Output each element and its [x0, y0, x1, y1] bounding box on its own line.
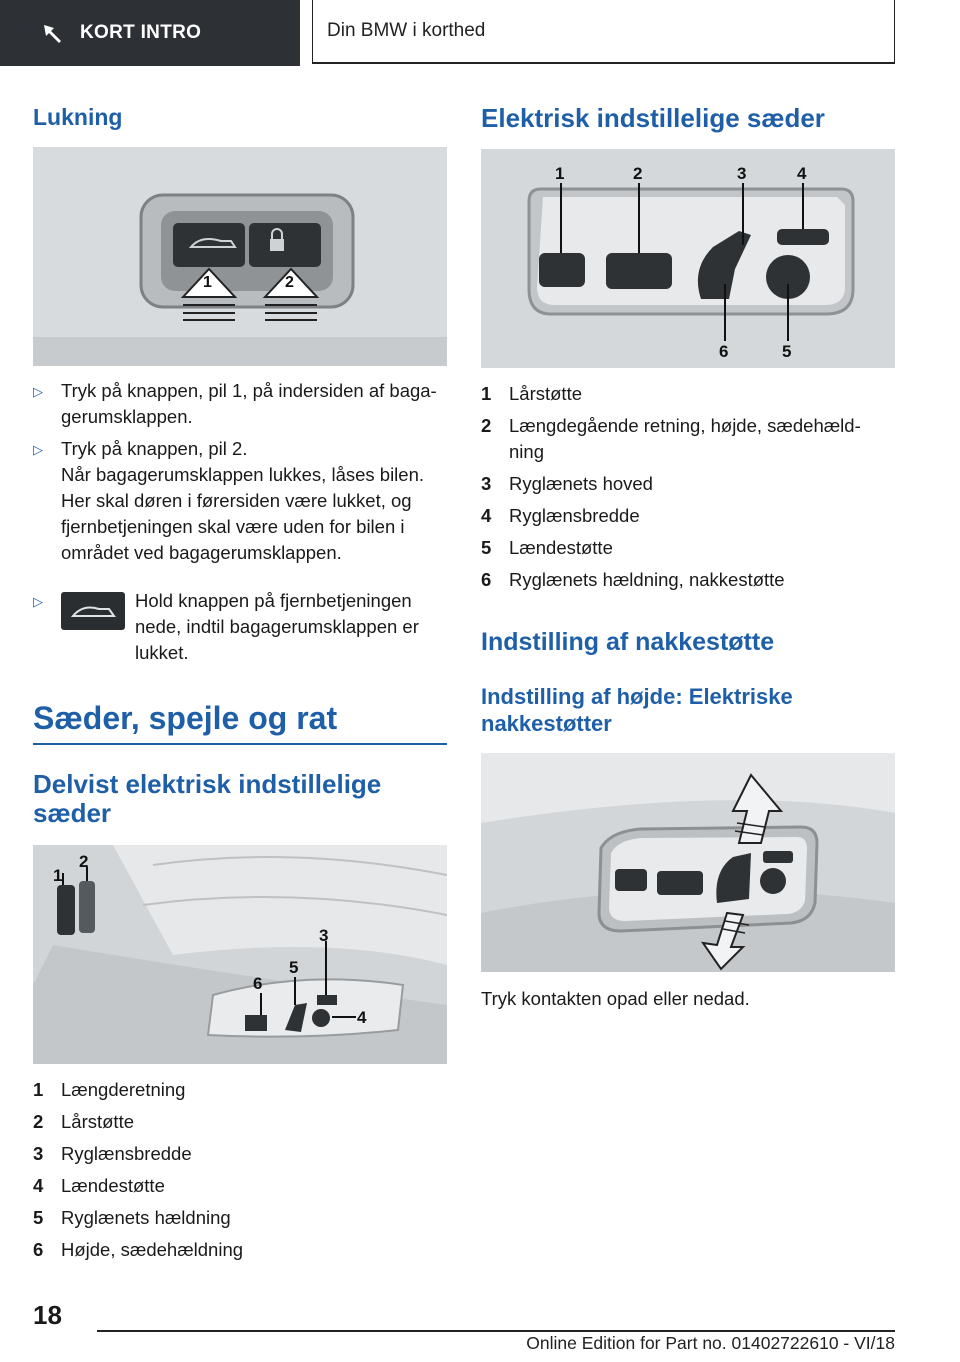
- item-number: 4: [481, 505, 492, 526]
- item-text: Ryglænets hældning, nakkestøtte: [509, 569, 785, 590]
- figure-label-2: 2: [633, 164, 643, 183]
- figure-label-4: 4: [357, 1008, 367, 1027]
- triangle-bullet-icon: ▷: [33, 594, 43, 609]
- item-number: 1: [33, 1079, 44, 1100]
- page-header-title: [312, 0, 895, 64]
- headrest-caption: Tryk kontakten opad eller nedad.: [481, 988, 750, 1009]
- heading-lukning: Lukning: [33, 104, 123, 130]
- chapter-tab-label: KORT INTRO: [80, 22, 202, 43]
- section-rule: [33, 743, 447, 745]
- remote-key-icon: [61, 592, 125, 630]
- item-text: Ryglænsbredde: [509, 505, 640, 526]
- figure-seat-electric: [481, 149, 895, 368]
- figure-label-1: 1: [203, 274, 212, 291]
- bullet-text: Tryk på knappen, pil 1, på indersiden af baga-gerumsklappen.: [61, 380, 437, 427]
- trunk-buttons-illustration: [33, 147, 447, 366]
- delvist-legend-list: [33, 1077, 447, 1267]
- figure-headrest: [481, 753, 895, 972]
- triangle-bullet-icon: ▷: [33, 442, 43, 457]
- item-number: 6: [33, 1239, 44, 1260]
- item-text: Lændestøtte: [61, 1175, 165, 1196]
- item-number: 4: [33, 1175, 44, 1196]
- back-arrow-icon: [40, 20, 66, 46]
- item-number: 5: [33, 1207, 44, 1228]
- figure-label-6: 6: [253, 974, 263, 993]
- edition-text: Online Edition for Part no. 01402722610 - VI/18: [526, 1333, 895, 1353]
- item-number: 3: [33, 1143, 44, 1164]
- figure-label-5: 5: [289, 958, 299, 977]
- figure-label-1: 1: [53, 866, 63, 885]
- item-number: 1: [481, 383, 492, 404]
- item-text: Ryglænsbredde: [61, 1143, 192, 1164]
- footer-rule: [97, 1330, 895, 1332]
- figure-seat-partial: [33, 845, 447, 1064]
- bullet-text-remote: Hold knappen på fjernbetjeningen nede, indtil bagagerumsklappen er lukket.: [135, 590, 419, 663]
- item-text: Ryglænets hældning: [61, 1207, 231, 1228]
- list-item: [33, 378, 447, 430]
- figure-label-6: 6: [719, 342, 729, 361]
- figure-label-3: 3: [319, 926, 329, 945]
- bullet-text: Tryk på knappen, pil 2.: [61, 438, 248, 459]
- list-item: [33, 588, 447, 668]
- seat-partial-illustration: [33, 845, 447, 1064]
- figure-trunk-buttons: [33, 147, 447, 366]
- item-number: 2: [481, 415, 492, 436]
- list-item: [33, 436, 447, 462]
- figure-label-3: 3: [737, 164, 747, 183]
- chapter-tab[interactable]: [0, 0, 300, 66]
- heading-nakkestotte: Indstilling af nakkestøtte: [481, 628, 775, 656]
- item-text: Højde, sædehældning: [61, 1239, 244, 1260]
- item-text: Lårstøtte: [61, 1111, 134, 1132]
- heading-elektrisk: Elektrisk indstillelige sæder: [481, 103, 825, 133]
- item-text: Ryglænets hoved: [509, 473, 653, 494]
- figure-label-2: 2: [79, 852, 89, 871]
- headrest-illustration: [481, 753, 895, 972]
- header-title-text: Din BMW i korthed: [327, 20, 486, 41]
- item-number: 3: [481, 473, 492, 494]
- item-text: Lændestøtte: [509, 537, 613, 558]
- item-number: 5: [481, 537, 492, 558]
- lukning-instructions: [33, 378, 447, 668]
- page-number: 18: [33, 1300, 62, 1330]
- subheading-hojde: Indstilling af højde: Elektriske nakkestøtter: [481, 684, 793, 736]
- item-text: Lårstøtte: [509, 383, 582, 404]
- item-text: Længdegående retning, højde, sædehæld-ning: [509, 415, 861, 462]
- item-number: 6: [481, 569, 492, 590]
- triangle-bullet-icon: ▷: [33, 384, 43, 399]
- figure-label-4: 4: [797, 164, 807, 183]
- item-text: Længderetning: [61, 1079, 186, 1100]
- item-number: 2: [33, 1111, 44, 1132]
- heading-delvist: Delvist elektrisk indstillelige sæder: [33, 769, 382, 829]
- figure-label-1: 1: [555, 164, 565, 183]
- elektrisk-legend-list: [481, 381, 895, 591]
- bullet-note: Når bagagerumsklappen lukkes, låses bilen. Her skal døren i førersiden være lukket, og fjernbetjeningen skal være uden for bilen i området ved bagagerumsklappen.: [61, 464, 425, 563]
- section-heading: Sæder, spejle og rat: [33, 700, 338, 736]
- figure-label-2: 2: [285, 274, 294, 291]
- figure-label-5: 5: [782, 342, 792, 361]
- seat-electric-illustration: [481, 149, 895, 368]
